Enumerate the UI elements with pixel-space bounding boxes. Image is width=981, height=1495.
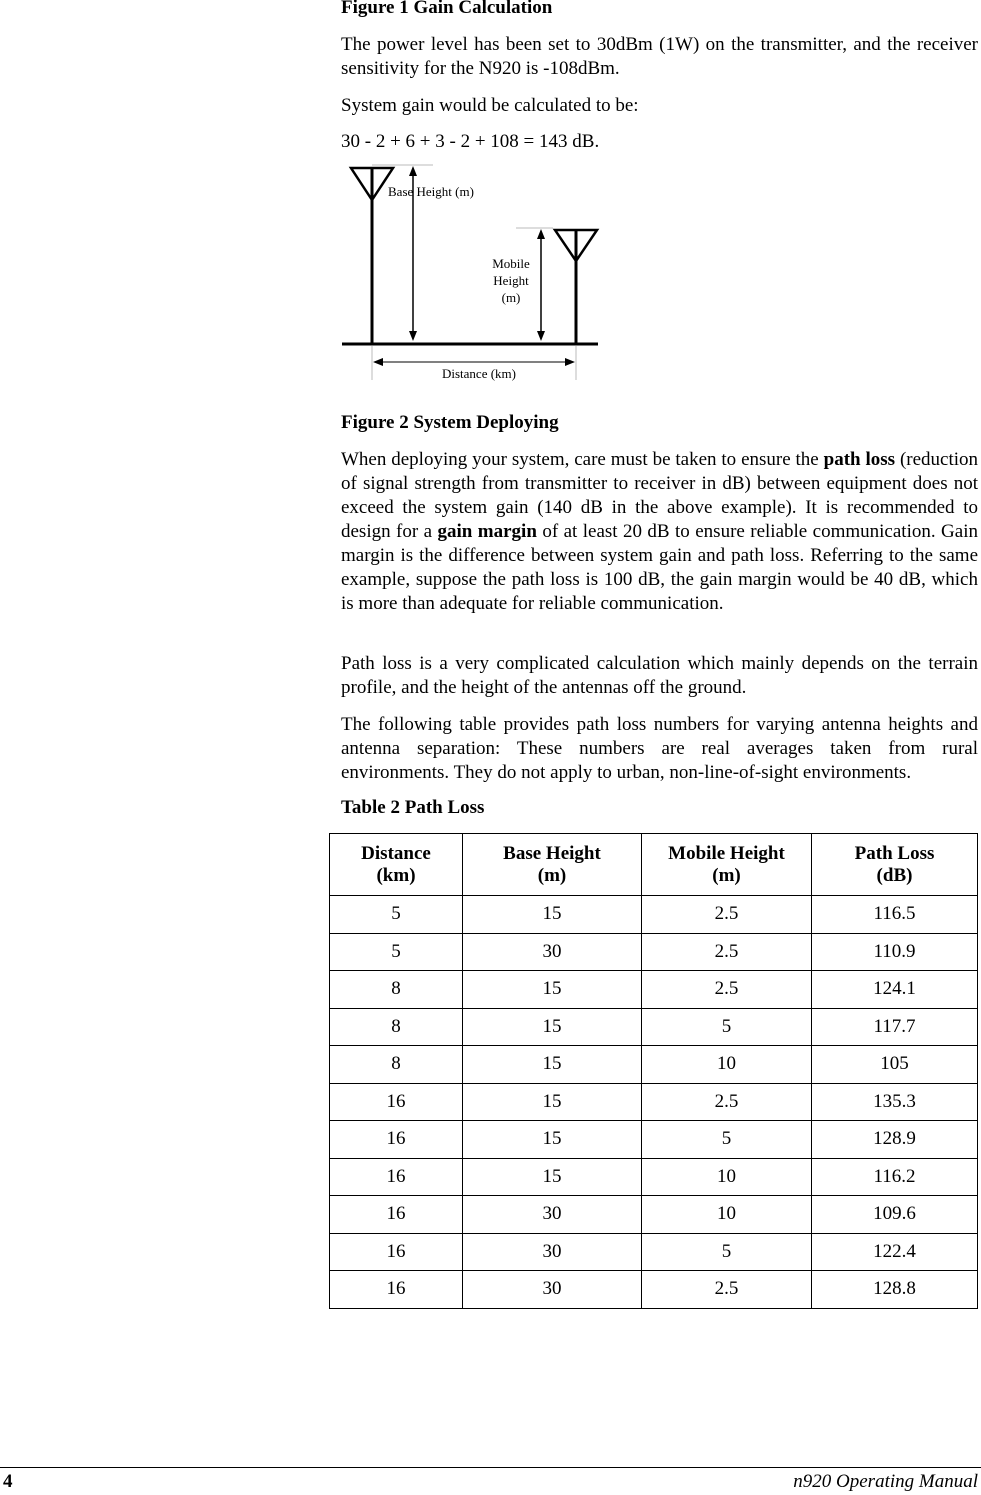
table-cell: 116.5 xyxy=(812,896,978,934)
table-cell: 16 xyxy=(330,1196,463,1234)
table-cell: 124.1 xyxy=(812,971,978,1009)
table-cell: 16 xyxy=(330,1271,463,1309)
path-loss-term: path loss xyxy=(823,449,896,470)
table-cell: 2.5 xyxy=(642,933,812,971)
table-cell: 15 xyxy=(463,1008,642,1046)
table-cell: 30 xyxy=(463,1233,642,1271)
table-cell: 8 xyxy=(330,1046,463,1084)
table-cell: 16 xyxy=(330,1233,463,1271)
table-row xyxy=(330,1233,978,1271)
table-cell: 15 xyxy=(463,1121,642,1159)
table-header-row xyxy=(330,834,978,896)
table-cell: 15 xyxy=(463,896,642,934)
table-cell: 2.5 xyxy=(642,1271,812,1309)
table-cell: 30 xyxy=(463,933,642,971)
header-distance: Distance (km) xyxy=(330,834,463,896)
table-cell: 10 xyxy=(642,1196,812,1234)
power-level-paragraph: The power level has been set to 30dBm (1W) on the transmitter, and the receiver sensitivity for the N920 is -108dBm. xyxy=(341,34,978,79)
deploying-text-3: of at least 20 dB to ensure reliable communication. Gain margin is the difference between system gain and path loss. Referring to the same example, suppose the path loss is 100 dB, the gain margin would be 40 dB, which is more than adequate for reliable communication. xyxy=(341,521,978,614)
distance-label: Distance (km) xyxy=(441,366,517,381)
figure-2-caption: Figure 2 System Deploying xyxy=(341,412,559,433)
table-cell: 16 xyxy=(330,1121,463,1159)
table-intro-paragraph: The following table provides path loss numbers for varying antenna heights and antenna separation: These numbers are real averages taken from rural environments. They do not apply to urban, non-line-of-sight environments. xyxy=(341,714,978,783)
mobile-height-label-line3: (m) xyxy=(501,290,521,305)
table-row xyxy=(330,1271,978,1309)
table-cell: 5 xyxy=(642,1008,812,1046)
table-row xyxy=(330,933,978,971)
header-mobile-height: Mobile Height (m) xyxy=(642,834,812,896)
deploying-text-1: When deploying your system, care must be taken to ensure the xyxy=(341,449,824,470)
table-cell: 10 xyxy=(642,1158,812,1196)
gain-margin-term: gain margin xyxy=(437,521,537,542)
path-loss-paragraph: Path loss is a very complicated calculation which mainly depends on the terrain profile, and the height of the antennas off the ground. xyxy=(341,653,978,698)
base-height-label: Base Height (m) xyxy=(388,184,474,199)
table-cell: 128.8 xyxy=(812,1271,978,1309)
table-cell: 128.9 xyxy=(812,1121,978,1159)
table-cell: 8 xyxy=(330,1008,463,1046)
system-gain-paragraph: System gain would be calculated to be: xyxy=(341,95,639,116)
path-loss-table xyxy=(329,833,978,1309)
table-cell: 110.9 xyxy=(812,933,978,971)
figure-1-caption: Figure 1 Gain Calculation xyxy=(341,0,553,18)
table-row xyxy=(330,1008,978,1046)
table-cell: 16 xyxy=(330,1083,463,1121)
table-row xyxy=(330,896,978,934)
table-row xyxy=(330,1121,978,1159)
header-base-height: Base Height (m) xyxy=(463,834,642,896)
header-path-loss: Path Loss (dB) xyxy=(812,834,978,896)
table-cell: 10 xyxy=(642,1046,812,1084)
table-cell: 5 xyxy=(330,896,463,934)
table-row xyxy=(330,1196,978,1234)
table-cell: 2.5 xyxy=(642,971,812,1009)
table-cell: 15 xyxy=(463,1158,642,1196)
table-cell: 30 xyxy=(463,1196,642,1234)
deployment-diagram xyxy=(341,158,611,384)
deploying-paragraph xyxy=(341,448,978,616)
table-cell: 16 xyxy=(330,1158,463,1196)
table-cell: 2.5 xyxy=(642,896,812,934)
manual-title: n920 Operating Manual xyxy=(793,1471,978,1492)
table-cell: 15 xyxy=(463,971,642,1009)
table-cell: 5 xyxy=(330,933,463,971)
table-cell: 135.3 xyxy=(812,1083,978,1121)
table-cell: 5 xyxy=(642,1121,812,1159)
table-row xyxy=(330,971,978,1009)
gain-formula: 30 - 2 + 6 + 3 - 2 + 108 = 143 dB. xyxy=(341,131,600,152)
footer-rule xyxy=(0,1467,981,1468)
table-cell: 2.5 xyxy=(642,1083,812,1121)
table-row xyxy=(330,1083,978,1121)
table-cell: 30 xyxy=(463,1271,642,1309)
table-cell: 109.6 xyxy=(812,1196,978,1234)
table-cell: 117.7 xyxy=(812,1008,978,1046)
table-cell: 105 xyxy=(812,1046,978,1084)
table-cell: 15 xyxy=(463,1083,642,1121)
table-cell: 15 xyxy=(463,1046,642,1084)
table-cell: 116.2 xyxy=(812,1158,978,1196)
deploying-text-2: (reduction of signal strength from transmitter to receiver in dB) between equipment does not exceed the system gain (140 dB in the above example). It is recommended to design for a xyxy=(341,449,979,542)
table-cell: 5 xyxy=(642,1233,812,1271)
mobile-height-label-line1: Mobile xyxy=(492,256,530,271)
table-row xyxy=(330,1158,978,1196)
table-cell: 8 xyxy=(330,971,463,1009)
table-cell: 122.4 xyxy=(812,1233,978,1271)
table-caption: Table 2 Path Loss xyxy=(341,797,485,818)
mobile-height-label-line2: Height xyxy=(493,273,529,288)
page-number: 4 xyxy=(3,1471,13,1492)
table-row xyxy=(330,1046,978,1084)
